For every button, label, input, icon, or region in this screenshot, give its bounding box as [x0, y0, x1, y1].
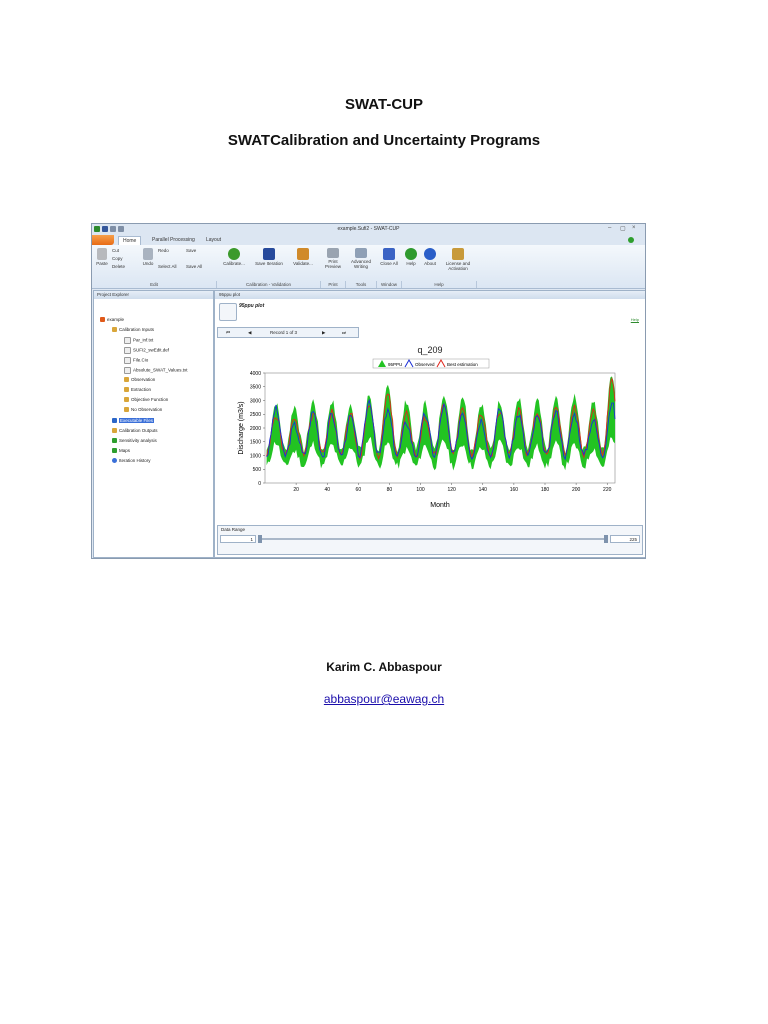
calibrate-button[interactable]: Calibrate... [220, 248, 248, 266]
ribbon [92, 245, 645, 289]
paste-icon [97, 248, 107, 260]
print-preview-button[interactable]: Print Preview [322, 248, 344, 269]
tree-node[interactable]: Extraction [124, 387, 151, 392]
minimize-icon[interactable]: – [608, 225, 612, 231]
range-max-input[interactable]: 225 [610, 535, 640, 543]
next-record-button[interactable]: ▶ [322, 330, 326, 335]
project-icon [100, 317, 105, 322]
document-title: SWAT-CUP [344, 96, 424, 113]
chart-title: q_209 [417, 345, 443, 355]
floppy-icon [263, 248, 275, 260]
about-button[interactable]: About [422, 248, 438, 266]
x-tick-label: 160 [509, 487, 519, 493]
maximize-icon[interactable]: ▢ [620, 226, 626, 232]
help-link[interactable]: Help [630, 317, 639, 322]
prev-record-button[interactable]: ◀ [248, 330, 252, 335]
file-icon [124, 337, 131, 344]
help-button[interactable]: Help [404, 248, 418, 266]
executable-icon [112, 418, 117, 423]
group-calibration: Calibration - Validation [217, 281, 321, 288]
document-area [214, 290, 646, 558]
record-position: Record 1 of 3 [270, 330, 298, 335]
save-button[interactable]: Save [186, 248, 197, 253]
close-icon[interactable]: × [632, 225, 636, 231]
window-title: example.Sufi2 - SWAT-CUP [337, 226, 400, 232]
cut-button[interactable]: Cut [112, 248, 120, 253]
y-tick-label: 2000 [249, 425, 261, 432]
save-all-button[interactable]: Save All [186, 264, 203, 269]
y-tick-label: 3000 [249, 398, 261, 405]
x-tick-label: 140 [478, 487, 487, 493]
file-icon [124, 367, 131, 374]
tree-root[interactable]: example [100, 317, 124, 322]
x-tick-label: 120 [447, 487, 456, 493]
tree-node[interactable]: No Observation [124, 407, 162, 412]
group-print: Print [321, 281, 346, 288]
x-tick-label: 40 [324, 487, 331, 493]
tree-node[interactable]: Calibration Inputs [112, 327, 154, 332]
help-icon [405, 248, 417, 260]
status-ok-icon [628, 237, 634, 243]
author-name: Karim C. Abbaspour [326, 660, 442, 674]
folder-icon [112, 327, 117, 332]
x-tick-label: 180 [540, 487, 550, 493]
tree-node[interactable]: Iteration History [112, 458, 151, 463]
history-icon [112, 458, 117, 463]
tab-parallel-processing[interactable]: Parallel Processing [152, 237, 195, 243]
group-window: Window [377, 281, 402, 288]
gear-icon [228, 248, 240, 260]
plot-label: 95ppu plot [239, 303, 265, 309]
document-subtitle: SWATCalibration and Uncertainty Programs [227, 132, 541, 149]
plot-thumbnail-icon [219, 303, 237, 321]
folder-icon [124, 387, 129, 392]
validate-button[interactable]: Validate... [290, 248, 316, 266]
tree-node[interactable]: Maps [112, 448, 130, 453]
range-slider-track[interactable] [260, 538, 606, 540]
tree-node[interactable]: Sensitivity analysis [112, 438, 157, 443]
ribbon-tabs [92, 235, 645, 245]
tree-node[interactable]: Objective Function [124, 397, 168, 402]
application-menu-button[interactable] [92, 235, 114, 245]
group-help: Help [402, 281, 477, 288]
file-icon [124, 347, 131, 354]
close-all-button[interactable]: Close All [379, 248, 399, 266]
file-icon [124, 357, 131, 364]
folder-icon [124, 377, 129, 382]
swat-cup-window [91, 223, 646, 559]
x-tick-label: 60 [355, 487, 362, 493]
tree-node-selected[interactable]: Executable Files [112, 418, 154, 423]
info-icon [424, 248, 436, 260]
x-tick-label: 100 [416, 487, 425, 493]
writing-icon [355, 248, 367, 258]
license-button[interactable]: License and Activation [442, 248, 474, 271]
y-tick-label: 0 [258, 480, 261, 487]
undo-button[interactable]: Undo [140, 248, 156, 266]
paste-button[interactable]: Paste [94, 248, 110, 266]
title-bar [92, 224, 645, 235]
folder-icon [112, 428, 117, 433]
tree-node[interactable]: Observation [124, 377, 155, 382]
project-explorer [93, 290, 214, 558]
undo-large-icon [143, 248, 153, 260]
discharge-chart [215, 339, 645, 524]
chart-legend [373, 359, 489, 368]
record-navigator [217, 327, 359, 338]
data-range-label: Data Range [221, 527, 246, 532]
key-icon [452, 248, 464, 260]
data-range-panel [217, 525, 643, 555]
range-slider-max-handle[interactable] [604, 535, 608, 543]
y-tick-label: 4000 [249, 370, 261, 377]
validate-icon [297, 248, 309, 260]
x-tick-label: 80 [386, 487, 393, 493]
x-tick-label: 20 [293, 487, 299, 493]
legend-item: Best estimation [447, 362, 478, 367]
first-record-button[interactable]: ⏮ [226, 330, 231, 335]
advanced-writing-button[interactable]: Advanced Writing [348, 248, 374, 269]
last-record-button[interactable]: ⏭ [342, 330, 347, 335]
redo-button[interactable]: Redo [158, 248, 169, 253]
author-email-link[interactable]: abbaspour@eawag.ch [323, 692, 445, 706]
tree-node[interactable]: Absolute_SWAT_Values.txt [124, 367, 187, 374]
group-edit: Edit [92, 281, 217, 288]
legend-item: Observed [415, 362, 435, 367]
y-tick-label: 3500 [249, 384, 261, 391]
x-tick-label: 200 [571, 487, 581, 493]
x-axis-label: Month [430, 502, 450, 509]
project-explorer-header: Project Explorer [94, 291, 213, 299]
tab-home[interactable]: Home [118, 236, 141, 246]
y-tick-label: 2500 [249, 412, 261, 419]
x-tick-label: 220 [603, 487, 612, 493]
y-axis-label: Discharge (m3/s) [238, 401, 245, 455]
printer-icon [327, 248, 339, 258]
delete-button[interactable]: Delete [112, 264, 126, 269]
legend-item: 95PPU [388, 362, 403, 367]
select-all-button[interactable]: Select All [158, 264, 177, 269]
analysis-icon [112, 438, 117, 443]
group-tools: Tools [346, 281, 377, 288]
tree-node[interactable]: Calibration Outputs [112, 428, 158, 433]
copy-button[interactable]: Copy [112, 256, 123, 261]
folder-icon [124, 397, 129, 402]
tree-node[interactable]: File.Cio [124, 357, 148, 364]
y-tick-label: 500 [252, 467, 261, 474]
tree-node[interactable]: Par_inf.txt [124, 337, 153, 344]
range-slider-min-handle[interactable] [258, 535, 262, 543]
tree-node[interactable]: SUFI2_swEdit.def [124, 347, 169, 354]
range-min-input[interactable]: 1 [220, 535, 256, 543]
tab-layout[interactable]: Layout [206, 237, 222, 243]
y-tick-label: 1000 [249, 453, 261, 460]
windows-icon [383, 248, 395, 260]
y-tick-label: 1500 [249, 439, 261, 446]
map-icon [112, 448, 117, 453]
save-iteration-button[interactable]: Save Iteration [252, 248, 286, 266]
document-tab[interactable]: 95ppu plot [215, 291, 645, 299]
folder-icon [124, 407, 129, 412]
